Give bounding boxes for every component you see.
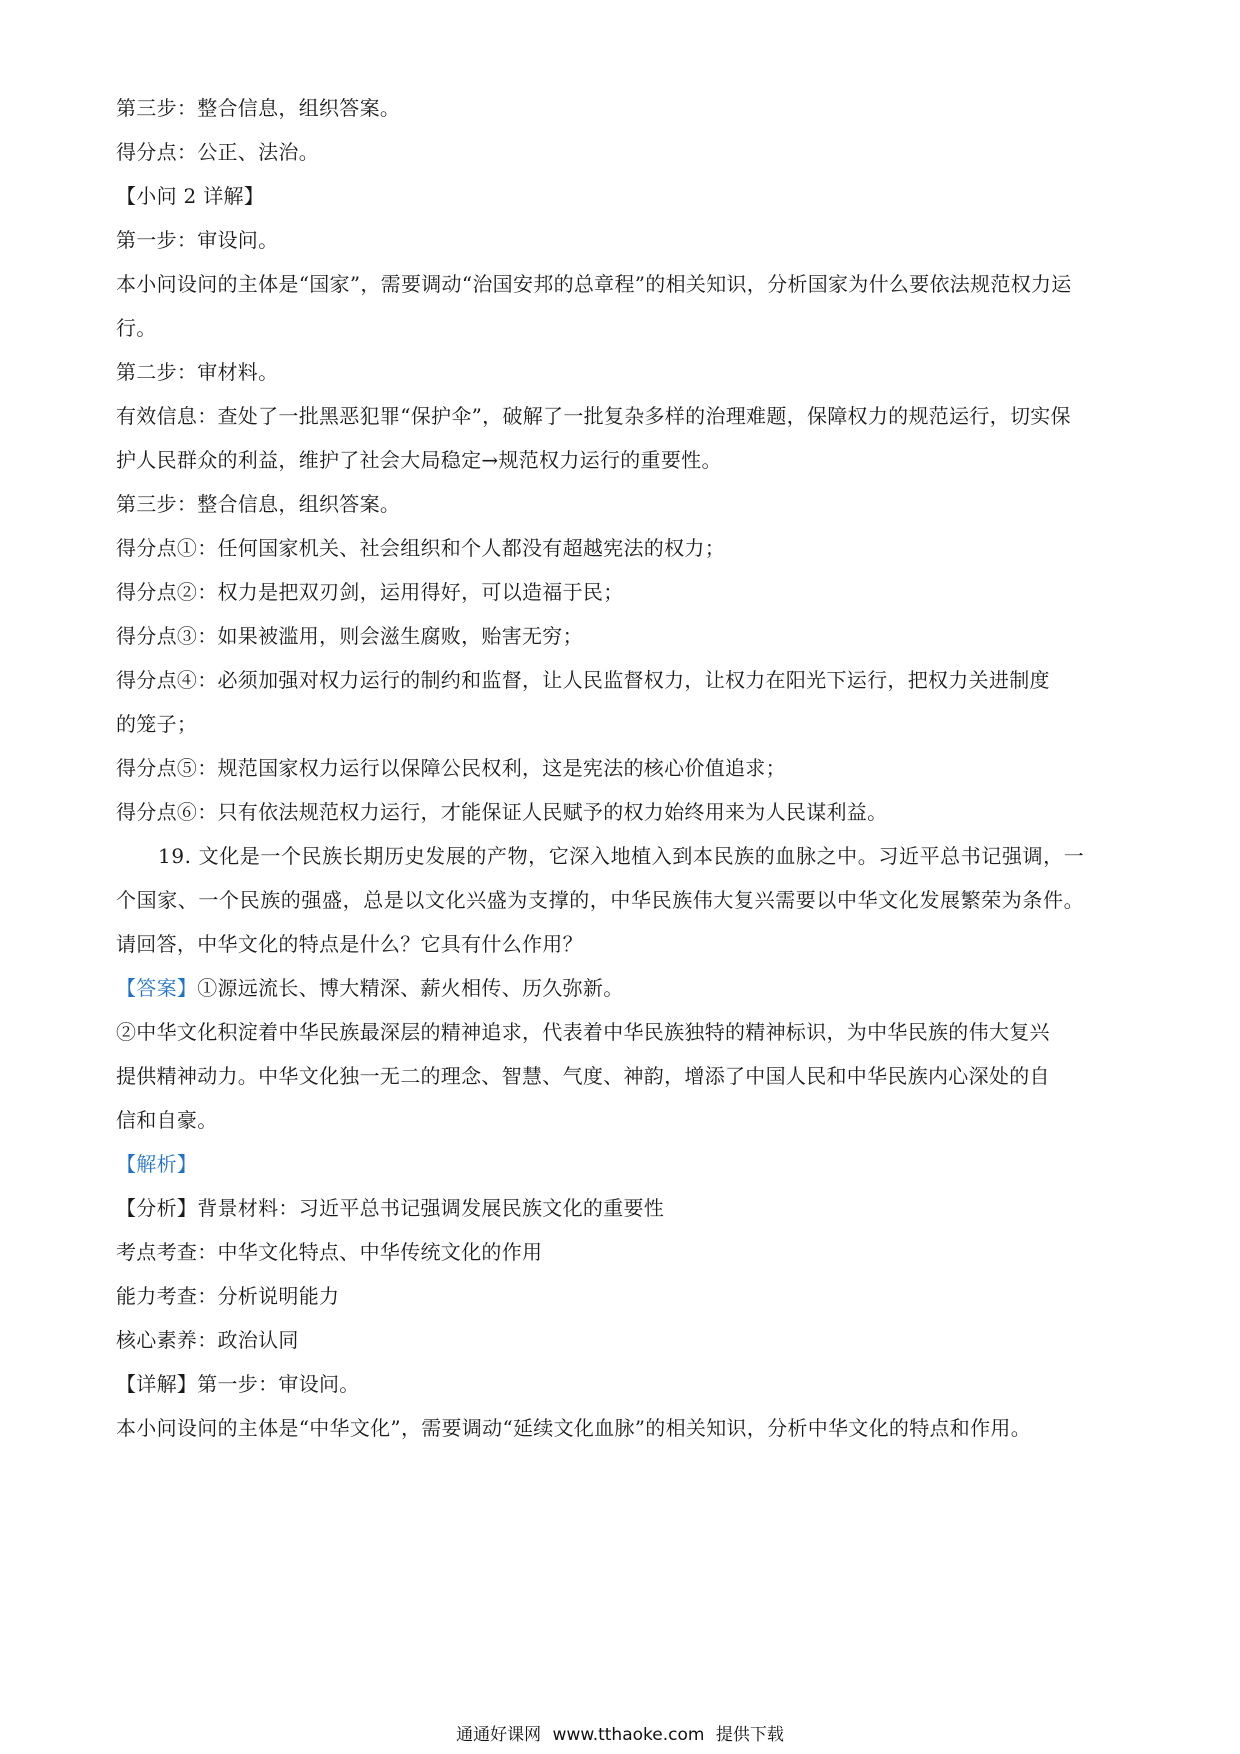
analysis-tag: 【解析】 (116, 1152, 198, 1176)
score-point-line: 得分点：公正、法治。 (116, 140, 319, 164)
step-one-line: 第一步：审设问。 (116, 228, 279, 252)
footer-site-name: 通通好课网 (456, 1725, 542, 1745)
analysis-line: 能力考查：分析说明能力 (116, 1284, 340, 1308)
score-point-line: 得分点⑤：规范国家权力运行以保障公民权利，这是宪法的核心价值追求； (116, 756, 786, 780)
answer-line: ②中华文化积淀着中华民族最深层的精神追求，代表着中华民族独特的精神标识，为中华民族的伟大复兴 (116, 1020, 1050, 1044)
footer-url-link[interactable]: www.tthaoke.com (552, 1725, 705, 1745)
analysis-line: 核心素养：政治认同 (116, 1328, 299, 1352)
score-point-line: 得分点②：权力是把双刃剑，运用得好，可以造福于民； (116, 580, 624, 604)
sub-question-heading: 【小问 2 详解】 (116, 184, 265, 208)
step-three-line: 第三步：整合信息，组织答案。 (116, 492, 401, 516)
paragraph-line: 本小问设问的主体是“国家”，需要调动“治国安邦的总章程”的相关知识，分析国家为什么要依法规范权力运 (116, 272, 1072, 296)
question-text-line: 个国家、一个民族的强盛，总是以文化兴盛为支撑的，中华民族伟大复兴需要以中华文化发展繁荣为条件。 (116, 888, 1085, 912)
answer-line: 信和自豪。 (116, 1108, 218, 1132)
paragraph-line: 有效信息：查处了一批黑恶犯罪“保护伞”，破解了一批复杂多样的治理难题，保障权力的规范运行，切实保 (116, 404, 1071, 428)
answer-tag: 【答案】 (116, 976, 198, 1000)
answer-text: ①源远流长、博大精深、薪火相传、历久弥新。 (197, 976, 624, 1000)
question-prompt-line: 请回答，中华文化的特点是什么？它具有什么作用？ (116, 932, 583, 956)
paragraph-line: 护人民群众的利益，维护了社会大局稳定→规范权力运行的重要性。 (116, 448, 722, 472)
score-point-line: 得分点④：必须加强对权力运行的制约和监督，让人民监督权力，让权力在阳光下运行，把权力关进制度 (116, 668, 1050, 692)
answer-line: 提供精神动力。中华文化独一无二的理念、智慧、气度、神韵，增添了中国人民和中华民族内心深处的自 (116, 1064, 1050, 1088)
score-point-line: 的笼子； (116, 712, 198, 736)
page-footer (0, 1724, 1240, 1746)
step-two-line: 第二步：审材料。 (116, 360, 279, 384)
detail-line: 【详解】第一步：审设问。 (116, 1372, 360, 1396)
detail-line: 本小问设问的主体是“中华文化”，需要调动“延续文化血脉”的相关知识，分析中华文化的特点和作用。 (116, 1416, 1031, 1440)
question-text-line: 19. 文化是一个民族长期历史发展的产物，它深入地植入到本民族的血脉之中。习近平总书记强调，一 (158, 844, 1085, 868)
footer-suffix: 提供下载 (715, 1725, 784, 1745)
score-point-line: 得分点⑥：只有依法规范权力运行，才能保证人民赋予的权力始终用来为人民谋利益。 (116, 800, 888, 824)
score-point-line: 得分点①：任何国家机关、社会组织和个人都没有超越宪法的权力； (116, 536, 725, 560)
analysis-line: 【分析】背景材料：习近平总书记强调发展民族文化的重要性 (116, 1196, 665, 1220)
analysis-line: 考点考查：中华文化特点、中华传统文化的作用 (116, 1240, 543, 1264)
score-point-line: 得分点③：如果被滥用，则会滋生腐败，贻害无穷； (116, 624, 583, 648)
answer-line (116, 975, 624, 1001)
paragraph-line: 行。 (116, 316, 157, 340)
step-three-line: 第三步：整合信息，组织答案。 (116, 96, 401, 120)
